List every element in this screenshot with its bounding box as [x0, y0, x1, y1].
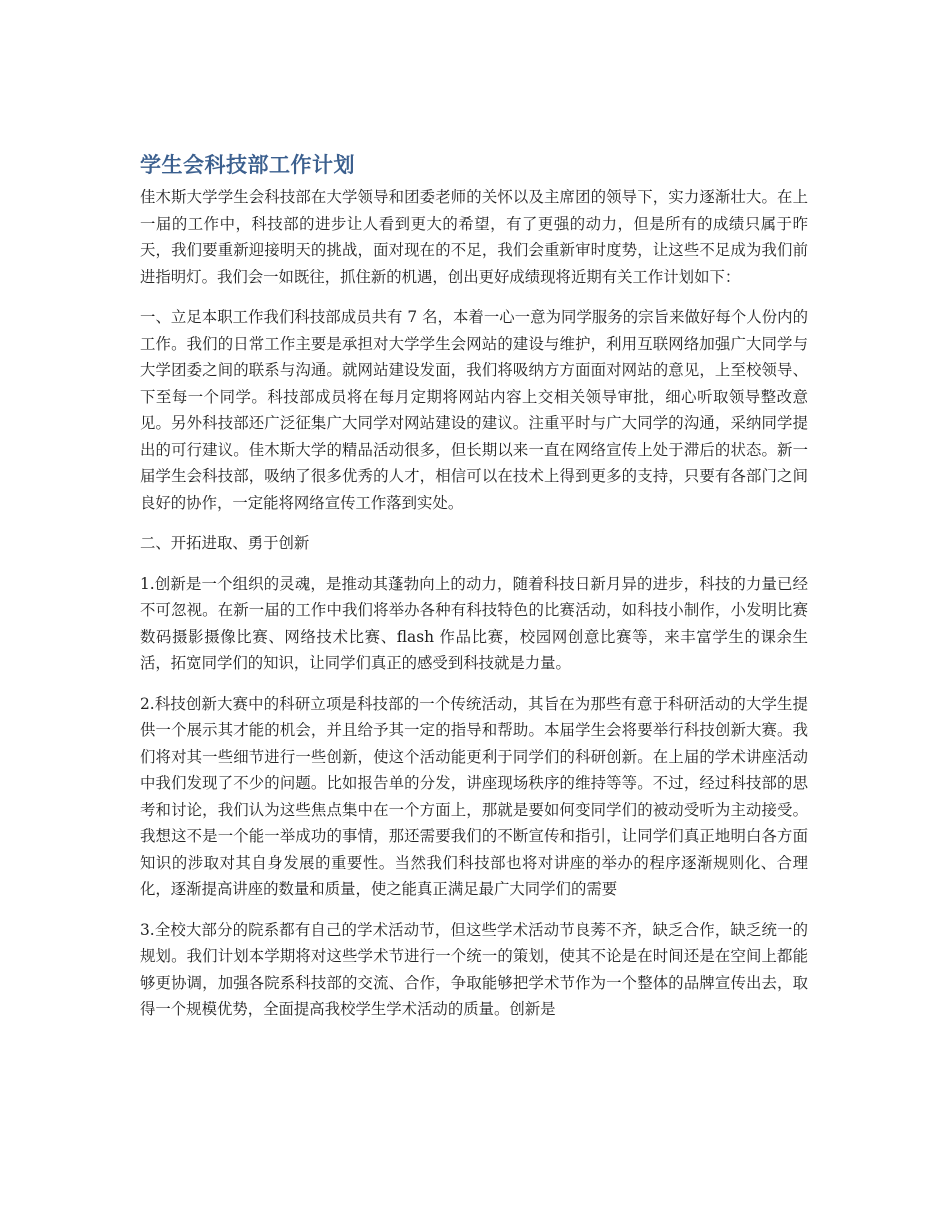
item-two-paragraph: 2.科技创新大赛中的科研立项是科技部的一个传统活动，其旨在为那些有意于科研活动的大学生提供一个展示其才能的机会，并且给予其一定的指导和帮助。本届学生会将要举行科技创新大赛。我们将对其一些细节进行一些创新，使这个活动能更利于同学们的科研创新。在上届的学术讲座活动中我们发现了不少的问题。比如报告单的分发，讲座现场秩序的维持等等。不过，经过科技部的思考和讨论，我们认为这些焦点集中在一个方面上，那就是要如何变同学们的被动受听为主动接受。我想这不是一个能一举成功的事情，那还需要我们的不断宣传和指引，让同学们真正地明白各方面知识的涉取对其自身发展的重要性。当然我们科技部也将对讲座的举办的程序逐渐规则化、合理化，逐渐提高讲座的数量和质量，使之能真正满足最广大同学们的需要 — [140, 694, 808, 898]
item-three-paragraph: 3.全校大部分的院系都有自己的学术活动节，但这些学术活动节良莠不齐，缺乏合作，缺乏统一的规划。我们计划本学期将对这些学术节进行一个统一的策划，使其不论是在时间还是在空间上都能够更协调，加强各院系科技部的交流、合作，争取能够把学术节作为一个整体的品牌宣传出去，取得一个规模优势，全面提高我校学生学术活动的质量。创新是 — [140, 920, 808, 1018]
document-page — [140, 150, 808, 1037]
intro-paragraph: 佳木斯大学学生会科技部在大学领导和团委老师的关怀以及主席团的领导下，实力逐渐壮大。在上一届的工作中，科技部的进步让人看到更大的希望，有了更强的动力，但是所有的成绩只属于昨天，我们要重新迎接明天的挑战，面对现在的不足，我们会重新审时度势，让这些不足成为我们前进指明灯。我们会一如既往，抓住新的机遇，创出更好成绩现将近期有关工作计划如下： — [140, 188, 808, 286]
item-one-paragraph: 1.创新是一个组织的灵魂，是推动其蓬勃向上的动力，随着科技日新月异的进步，科技的力量已经不可忽视。在新一届的工作中我们将举办各种有科技特色的比赛活动，如科技小制作，小发明比赛数码摄影摄像比赛、网络技术比赛、flash 作品比赛，校园网创意比赛等，来丰富学生的课余生活，拓宽同学们的知识，让同学们真正的感受到科技就是力量。 — [140, 574, 808, 672]
page-title: 学生会科技部工作计划 — [140, 153, 355, 177]
section-two-heading: 二、开拓进取、勇于创新 — [140, 534, 310, 552]
section-one-paragraph: 一、立足本职工作我们科技部成员共有 7 名，本着一心一意为同学服务的宗旨来做好每个人份内的工作。我们的日常工作主要是承担对大学学生会网站的建设与维护，利用互联网络加强广大同学与大学团委之间的联系与沟通。就网站建设发面，我们将吸纳方方面面对网站的意见，上至校领导、下至每一个同学。科技部成员将在每月定期将网站内容上交相关领导审批，细心听取领导整改意见。另外科技部还广泛征集广大同学对网站建设的建议。注重平时与广大同学的沟通，采纳同学提出的可行建议。佳木斯大学的精品活动很多，但长期以来一直在网络宣传上处于滞后的状态。新一届学生会科技部，吸纳了很多优秀的人才，相信可以在技术上得到更多的支持，只要有各部门之间良好的协作，一定能将网络宣传工作落到实处。 — [140, 308, 808, 512]
